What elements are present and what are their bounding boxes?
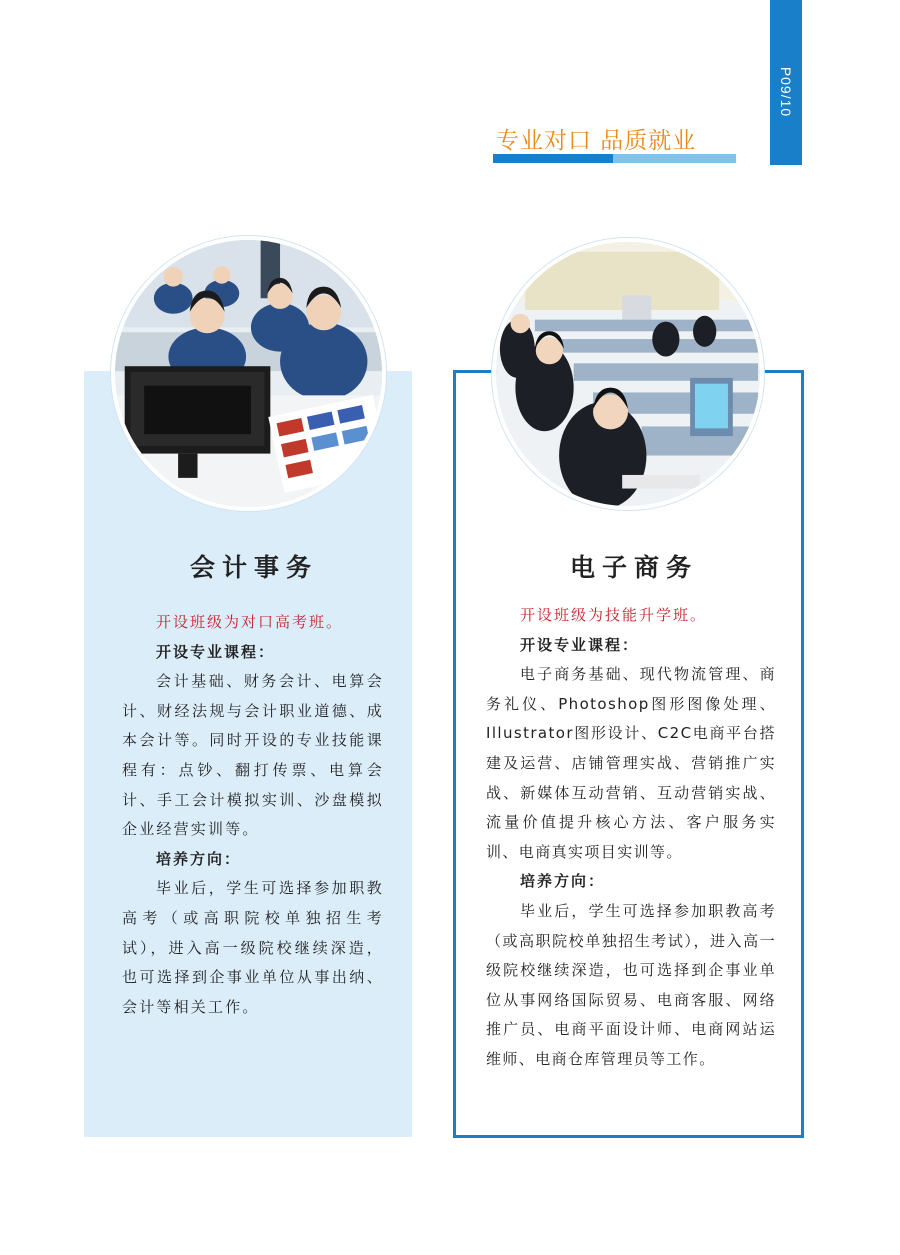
ecommerce-lab-photo	[492, 238, 764, 510]
accounting-description	[122, 608, 384, 1022]
header-underline-light	[613, 154, 736, 163]
ecommerce-title: 电子商务	[570, 553, 699, 582]
ecommerce-direction-text: 毕业后，学生可选择参加职教高考（或高职院校单独招生考试），进入高一级院校继续深造，也可选择到企事业单位从事网络国际贸易、电商客服、网络推广员、电商平面设计师、电商网站运维师、电商仓库管理员等工作。	[486, 901, 776, 1068]
page-number: P09/10	[778, 66, 794, 118]
page-number-tab	[770, 0, 802, 165]
ecommerce-courses-text: 电子商务基础、现代物流管理、商务礼仪、Photoshop图形图像处理、Illustrator图形设计、C2C电商平台搭建及运营、店铺管理实战、营销推广实战、新媒体互动营销、互动营销实战、流量价值提升核心方法、客户服务实训、电商真实项目实训等。	[486, 665, 776, 861]
accounting-courses-heading: 开设专业课程：	[156, 642, 276, 661]
accounting-class-type: 开设班级为对口高考班。	[156, 613, 344, 631]
ecommerce-direction-heading: 培养方向：	[520, 872, 606, 891]
ecommerce-courses-heading: 开设专业课程：	[520, 635, 640, 654]
accounting-direction-text: 毕业后，学生可选择参加职教高考（或高职院校单独招生考试），进入高一级院校继续深造，也可选择到企事业单位从事出纳、会计等相关工作。	[122, 879, 384, 1016]
accounting-title: 会计事务	[190, 553, 319, 582]
accounting-direction-heading: 培养方向：	[156, 849, 242, 868]
ecommerce-description	[486, 601, 776, 1075]
header-title: 专业对口 品质就业	[496, 128, 697, 154]
ecommerce-class-type: 开设班级为技能升学班。	[520, 606, 708, 624]
accounting-class-photo	[111, 236, 386, 511]
header-underline-dark	[493, 154, 613, 163]
accounting-courses-text: 会计基础、财务会计、电算会计、财经法规与会计职业道德、成本会计等。同时开设的专业技能课程有：点钞、翻打传票、电算会计、手工会计模拟实训、沙盘模拟企业经营实训等。	[122, 672, 384, 839]
